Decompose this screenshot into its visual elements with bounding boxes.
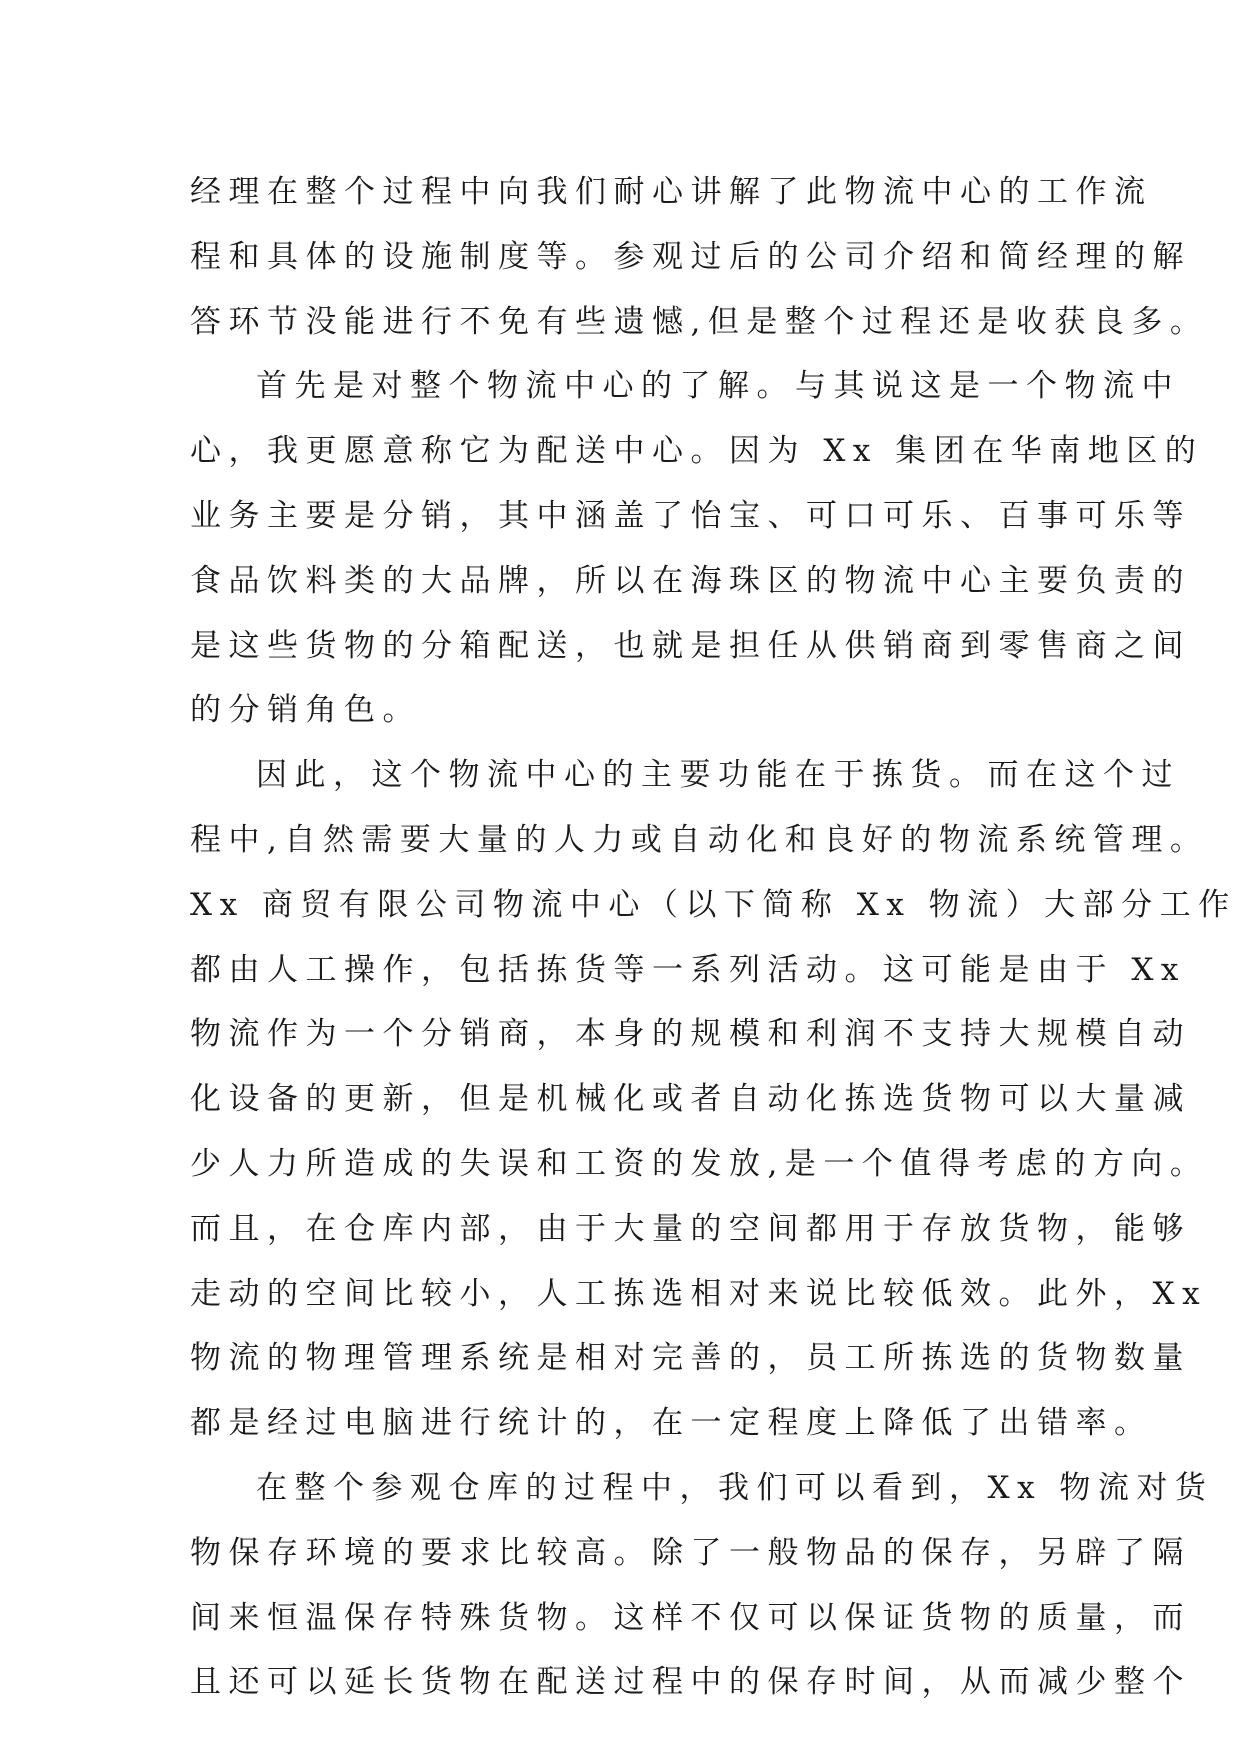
text-line: 心，我更愿意称它为配送中心。因为 Xx 集团在华南地区的: [190, 433, 1204, 470]
text-line: 程中,自然需要大量的人力或自动化和良好的物流系统管理。: [190, 821, 1209, 858]
text-line: 走动的空间比较小，人工拣选相对来说比较低效。此外，Xx: [190, 1275, 1208, 1312]
text-line: 的分销角色。: [190, 692, 421, 729]
text-line: 化设备的更新，但是机械化或者自动化拣选货物可以大量减: [190, 1081, 1191, 1118]
paragraph-4: [190, 1456, 1214, 1715]
text-line: 业务主要是分销，其中涵盖了怡宝、可口可乐、百事可乐等: [190, 497, 1191, 534]
text-line: 因此，这个物流中心的主要功能在于拣货。而在这个过: [256, 757, 1180, 794]
text-line: Xx 商贸有限公司物流中心（以下简称 Xx 物流）大部分工作: [190, 886, 1237, 923]
text-line: 物流作为一个分销商，本身的规模和利润不支持大规模自动: [190, 1016, 1191, 1053]
text-line: 且还可以延长货物在配送过程中的保存时间，从而减少整个: [190, 1664, 1191, 1701]
paragraph-2: [190, 354, 1204, 743]
text-line: 是这些货物的分箱配送，也就是担任从供销商到零售商之间: [190, 627, 1191, 664]
text-line: 少人力所造成的失误和工资的发放,是一个值得考虑的方向。: [190, 1145, 1209, 1182]
text-line: 程和具体的设施制度等。参观过后的公司介绍和简经理的解: [190, 238, 1191, 275]
text-line: 都是经过电脑进行统计的，在一定程度上降低了出错率。: [190, 1405, 1153, 1442]
paragraph-1: [190, 160, 1209, 354]
text-line: 食品饮料类的大品牌，所以在海珠区的物流中心主要负责的: [190, 562, 1191, 599]
text-line: 都由人工操作，包括拣货等一系列活动。这可能是由于 Xx: [190, 951, 1186, 988]
text-line: 经理在整个过程中向我们耐心讲解了此物流中心的工作流: [190, 174, 1153, 210]
body-text: [190, 160, 1237, 1715]
text-line: 在整个参观仓库的过程中，我们可以看到，Xx 物流对货: [256, 1469, 1214, 1506]
text-line: 而且，在仓库内部，由于大量的空间都用于存放货物，能够: [190, 1210, 1191, 1247]
paragraph-3: [190, 743, 1237, 1456]
text-line: 物流的物理管理系统是相对完善的，员工所拣选的货物数量: [190, 1340, 1191, 1377]
text-line: 答环节没能进行不免有些遗憾,但是整个过程还是收获良多。: [190, 303, 1209, 340]
text-line: 物保存环境的要求比较高。除了一般物品的保存，另辟了隔: [190, 1534, 1191, 1571]
text-line: 间来恒温保存特殊货物。这样不仅可以保证货物的质量，而: [190, 1599, 1191, 1636]
text-line: 首先是对整个物流中心的了解。与其说这是一个物流中: [256, 368, 1180, 405]
